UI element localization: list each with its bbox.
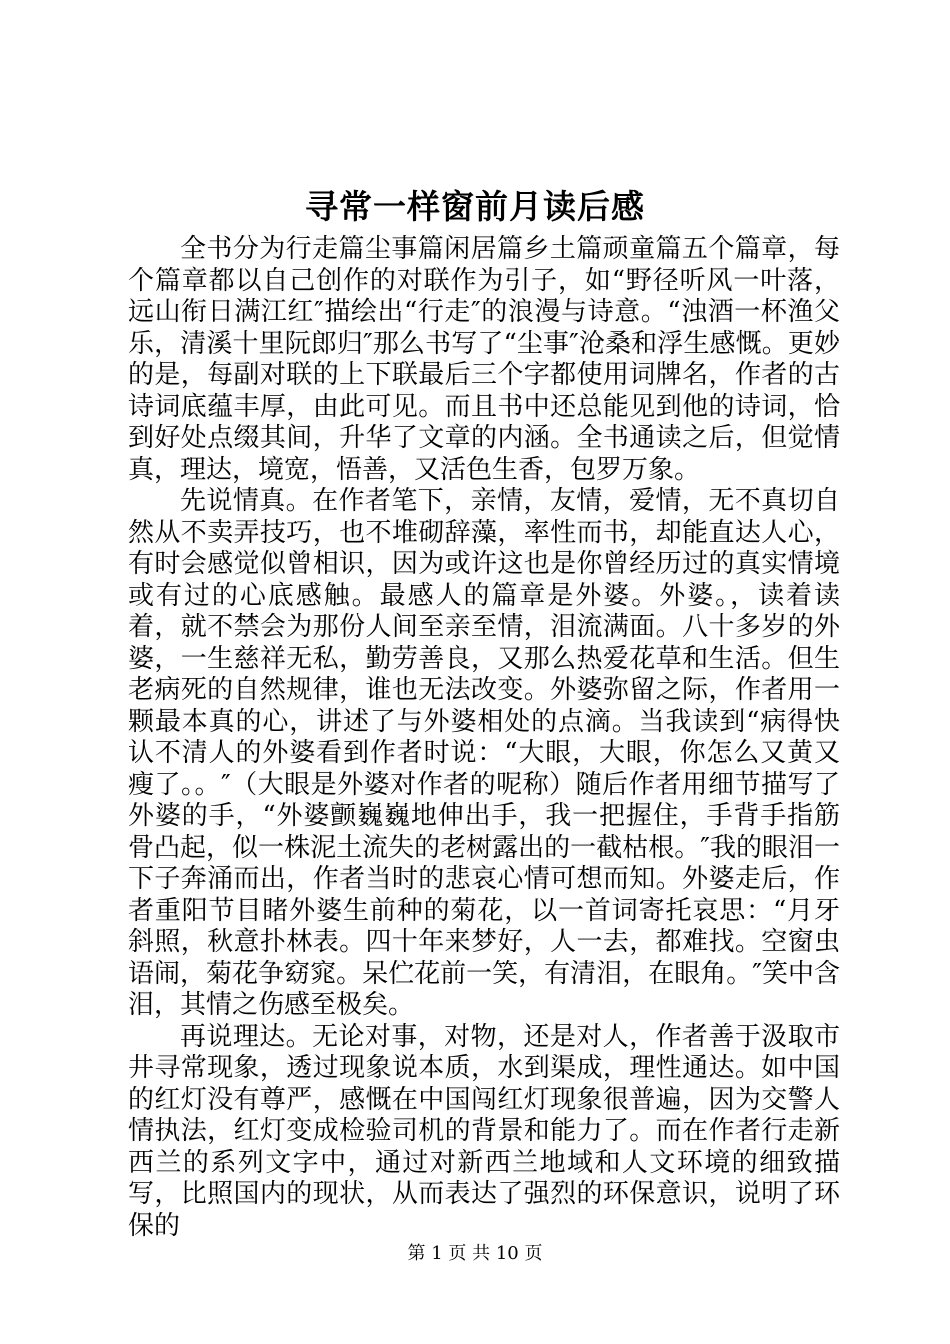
document-title: 寻常一样窗前月读后感 bbox=[305, 187, 645, 226]
paragraph-intro: 全书分为行走篇尘事篇闲居篇乡土篇顽童篇五个篇章，每个篇章都以自己创作的对联作为引子，如“野径听风一叶落，远山衔日满江红″描绘出“行走″的浪漫与诗意。“浊酒一杯渔父乐，清溪十里阮郎归″那么书写了“尘事″沧桑和浮生感慨。更妙的是，每副对联的上下联最后三个字都使用词牌名，作者的古诗词底蕴丰厚，由此可见。而且书中还总能见到他的诗词，恰到好处点缀其间，升华了文章的内涵。全书通读之后，但觉情真，理达，境宽，悟善，又活色生香，包罗万象。 bbox=[128, 234, 840, 485]
paragraph-emotion: 先说情真。在作者笔下，亲情，友情，爱情，无不真切自然从不卖弄技巧，也不堆砌辞藻，率性而书，却能直达人心，有时会感觉似曾相识，因为或许这也是你曾经历过的真实情境或有过的心底感触。最感人的篇章是外婆。外婆。，读着读着，就不禁会为那份人间至亲至情，泪流满面。八十多岁的外婆，一生慈祥无私，勤劳善良，又那么热爱花草和生活。但生老病死的自然规律，谁也无法改变。外婆弥留之际，作者用一颗最本真的心，讲述了与外婆相处的点滴。当我读到“病得快认不清人的外婆看到作者时说：“大眼，大眼，你怎么又黄又瘦了。。″（大眼是外婆对作者的呢称）随后作者用细节描写了外婆的手，“外婆颤巍巍地伸出手，我一把握住，手背手指筋骨凸起，似一株泥土流失的老树露出的一截枯根。″我的眼泪一下子奔涌而出，作者当时的悲哀心情可想而知。外婆走后，作者重阳节目睹外婆生前种的菊花，以一首词寄托哀思：“月牙斜照，秋意扑林表。四十年来梦好，人一去，都难找。空窗虫语闹，菊花争窈窕。呆伫花前一笑，有清泪，在眼角。″笑中含泪，其情之伤感至极矣。 bbox=[128, 486, 840, 1020]
page-number: 第 1 页 共 10 页 bbox=[407, 1243, 543, 1264]
paragraph-reason: 再说理达。无论对事，对物，还是对人，作者善于汲取市井寻常现象，透过现象说本质，水到渠成，理性通达。如中国的红灯没有尊严，感慨在中国闯红灯现象很普遍，因为交警人情执法，红灯变成检验司机的背景和能力了。而在作者行走新西兰的系列文字中，通过对新西兰地域和人文环境的细致描写，比照国内的现状，从而表达了强烈的环保意识，说明了环保的 bbox=[128, 1021, 840, 1241]
document-body bbox=[128, 234, 840, 1242]
